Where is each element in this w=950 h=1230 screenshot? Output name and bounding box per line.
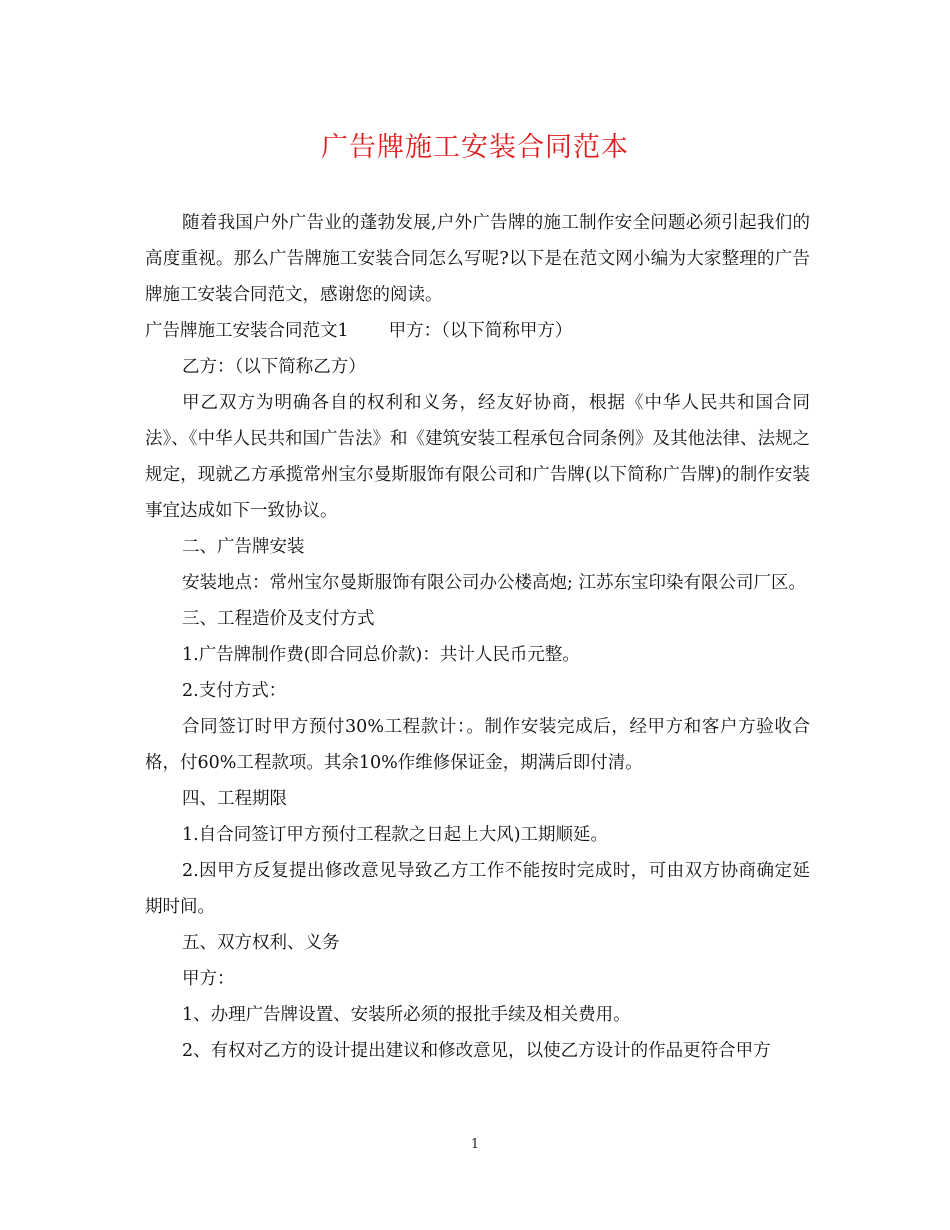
sample-heading-line xyxy=(145,313,810,349)
document-body xyxy=(145,205,810,1069)
list-item: 2.因甲方反复提出修改意见导致乙方工作不能按时完成时，可由双方协商确定延期时间。 xyxy=(145,861,810,917)
party-a-line: 甲方：（以下简称甲方） xyxy=(388,321,573,341)
install-location-paragraph: 安装地点：常州宝尔曼斯服饰有限公司办公楼高炮; 江苏东宝印染有限公司厂区。 xyxy=(182,573,806,593)
list-item: 2、有权对乙方的设计提出建议和修改意见，以使乙方设计的作品更符合甲方 xyxy=(182,1041,771,1061)
list-item: 1.自合同签订甲方预付工程款之日起上大风)工期顺延。 xyxy=(182,825,609,845)
payment-paragraph: 合同签订时甲方预付30%工程款计：。制作安装完成后，经甲方和客户方验收合格，付60%工程款项。其余10%作维修保证金，期满后即付清。 xyxy=(145,717,810,773)
list-item: 1、办理广告牌设置、安装所必须的报批手续及相关费用。 xyxy=(182,1005,631,1025)
intro-paragraph: 随着我国户外广告业的蓬勃发展,户外广告牌的施工制作安全问题必须引起我们的高度重视。那么广告牌施工安装合同怎么写呢?以下是在范文网小编为大家整理的广告牌施工安装合同范文，感谢您的阅读。 xyxy=(145,213,810,305)
page-title: 广告牌施工安装合同范本 xyxy=(321,132,629,163)
list-item: 2.支付方式： xyxy=(182,681,287,701)
section-heading: 五、双方权利、义务 xyxy=(182,933,340,953)
section-heading: 二、广告牌安装 xyxy=(182,537,305,557)
party-b-line: 乙方：（以下简称乙方） xyxy=(182,357,366,377)
section-heading: 四、工程期限 xyxy=(182,789,287,809)
sample-heading: 广告牌施工安装合同范文1 xyxy=(145,321,349,341)
page-number: 1 xyxy=(470,1137,480,1152)
section-heading: 三、工程造价及支付方式 xyxy=(182,609,375,629)
party-a-label: 甲方： xyxy=(182,969,235,989)
agreement-paragraph: 甲乙双方为明确各自的权利和义务，经友好协商，根据《中华人民共和国合同法》、《中华人民共和国广告法》和《建筑安装工程承包合同条例》及其他法律、法规之规定，现就乙方承揽常州宝尔曼斯服饰有限公司和广告牌(以下简称广告牌)的制作安装事宜达成如下一致协议。 xyxy=(145,393,810,521)
list-item: 1.广告牌制作费(即合同总价款)：共计人民币元整。 xyxy=(182,645,580,665)
